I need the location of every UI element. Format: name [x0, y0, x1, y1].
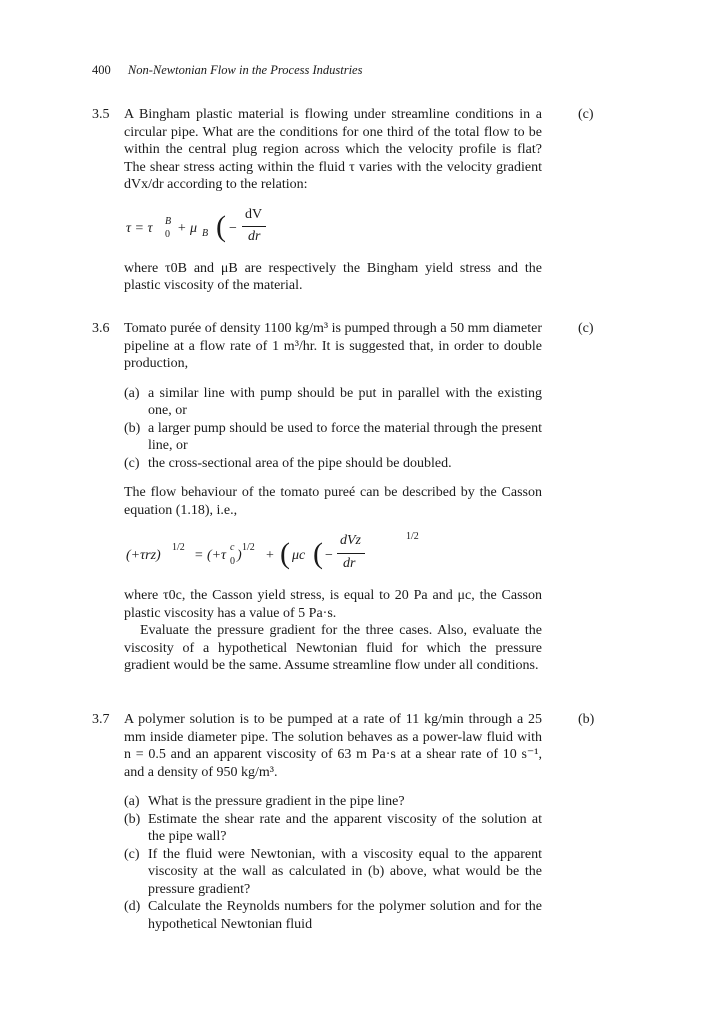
item-label: (b)	[124, 420, 141, 436]
eq-mu: μc	[292, 548, 306, 563]
eq-denominator: dr	[343, 556, 356, 571]
item-label: (a)	[124, 385, 140, 401]
list-item	[124, 846, 542, 899]
item-text: Estimate the shear rate and the apparent viscosity of the solution at the pipe wall?	[148, 811, 542, 844]
item-text: a larger pump should be used to force the material through the present line, or	[148, 420, 542, 453]
page-number: 400	[92, 63, 111, 77]
eq-sub-0: 0	[230, 556, 235, 567]
problem-number: 3.6	[92, 321, 110, 336]
problem-grade: (c)	[578, 321, 594, 336]
eq-open-paren-inner: (	[313, 537, 323, 570]
problem-3-5	[92, 106, 672, 295]
running-title: Non-Newtonian Flow in the Process Industries	[127, 63, 363, 77]
eq-equals: = (+τ	[194, 548, 227, 563]
problem-text: Tomato purée of density 1100 kg/m³ is pumped through a 50 mm diameter pipeline at a flow rate of 1 m³/hr. It is suggested that, in order to double production,	[124, 321, 542, 371]
eq-lhs-exp: 1/2	[172, 542, 185, 553]
eq-lhs: τ = τ	[126, 220, 153, 236]
problem-text: A polymer solution is to be pumped at a rate of 11 kg/min through a 25 mm inside diameter pipe. The solution behaves as a power-law fluid with n = 0.5 and an apparent viscosity of 63 m Pa·s at a shear rate of 10 s⁻¹, and a density of 950 kg/m³.	[124, 712, 542, 780]
list-item	[124, 898, 542, 933]
eq-minus: −	[325, 548, 333, 563]
item-label: (a)	[124, 794, 140, 809]
bingham-equation	[124, 206, 542, 250]
eq-numerator: dVz	[340, 533, 361, 548]
problem-text: where τ0B and μB are respectively the Bingham yield stress and the plastic viscosity of the material.	[124, 260, 542, 293]
item-label: (b)	[124, 811, 141, 827]
eq-sub: 0	[165, 228, 170, 240]
problem-number: 3.5	[92, 107, 110, 122]
list-item	[124, 385, 542, 420]
eq-sup: B	[165, 215, 172, 227]
eq-minus: −	[229, 220, 237, 236]
problem-text: A Bingham plastic material is flowing under streamline conditions in a circular pipe. What are the conditions for one third of the total flow to be within the central plug region across which the velocity profile is flat? The shear stress acting within the fluid τ varies with the velocity gradient dVx/dr according to the relation:	[124, 107, 542, 192]
problem-text: where τ0c, the Casson yield stress, is equal to 20 Pa and μc, the Casson plastic viscosity has a value of 5 Pa·s.	[124, 588, 542, 621]
problem-grade: (b)	[578, 712, 595, 727]
eq-fraction-bar	[337, 553, 365, 554]
item-text: If the fluid were Newtonian, with a viscosity equal to the apparent viscosity at the wall as calculated in (b) above, what would be the pressure gradient?	[148, 846, 542, 897]
eq-fraction-bar	[242, 226, 266, 227]
eq-open-paren: (	[216, 209, 226, 243]
list-item	[124, 793, 542, 811]
list-item	[124, 811, 542, 846]
options-list	[124, 385, 542, 473]
item-text: a similar line with pump should be put in parallel with the existing one, or	[148, 385, 542, 418]
list-item	[124, 420, 542, 455]
casson-equation	[124, 531, 542, 577]
eq-plus: +	[266, 548, 274, 563]
item-text: the cross-sectional area of the pipe should be doubled.	[148, 455, 452, 471]
questions-list	[124, 793, 542, 933]
eq-sup-c: c	[230, 542, 235, 553]
eq-numerator: dV	[245, 206, 263, 222]
problem-3-6	[92, 320, 672, 675]
problem-text: The flow behaviour of the tomato pureé can be described by the Casson equation (1.18), i.e.,	[124, 485, 542, 518]
problem-number: 3.7	[92, 712, 110, 727]
item-label: (d)	[124, 899, 141, 914]
item-label: (c)	[124, 455, 140, 471]
eq-denominator: dr	[248, 228, 261, 244]
item-text: What is the pressure gradient in the pipe line?	[148, 794, 405, 809]
problem-3-7	[92, 711, 672, 945]
eq-plus-mu: + μ	[177, 220, 197, 236]
eq-open-paren-outer: (	[280, 537, 290, 570]
eq-close: )	[237, 548, 242, 563]
eq-mu-sub: B	[202, 227, 209, 239]
problem-text: Evaluate the pressure gradient for the three cases. Also, evaluate the viscosity of a hypothetical Newtonian fluid for which the pressure gradient would be the same. Assume streamline flow under all conditions.	[124, 623, 542, 673]
eq-outer-exp: 1/2	[406, 531, 419, 542]
running-header	[92, 62, 362, 80]
problem-grade: (c)	[578, 107, 594, 122]
eq-rhs-exp: 1/2	[242, 542, 255, 553]
item-label: (c)	[124, 846, 140, 862]
eq-lhs: (+τrz)	[126, 548, 161, 563]
list-item	[124, 455, 542, 473]
item-text: Calculate the Reynolds numbers for the polymer solution and for the hypothetical Newtonian fluid	[148, 899, 542, 932]
